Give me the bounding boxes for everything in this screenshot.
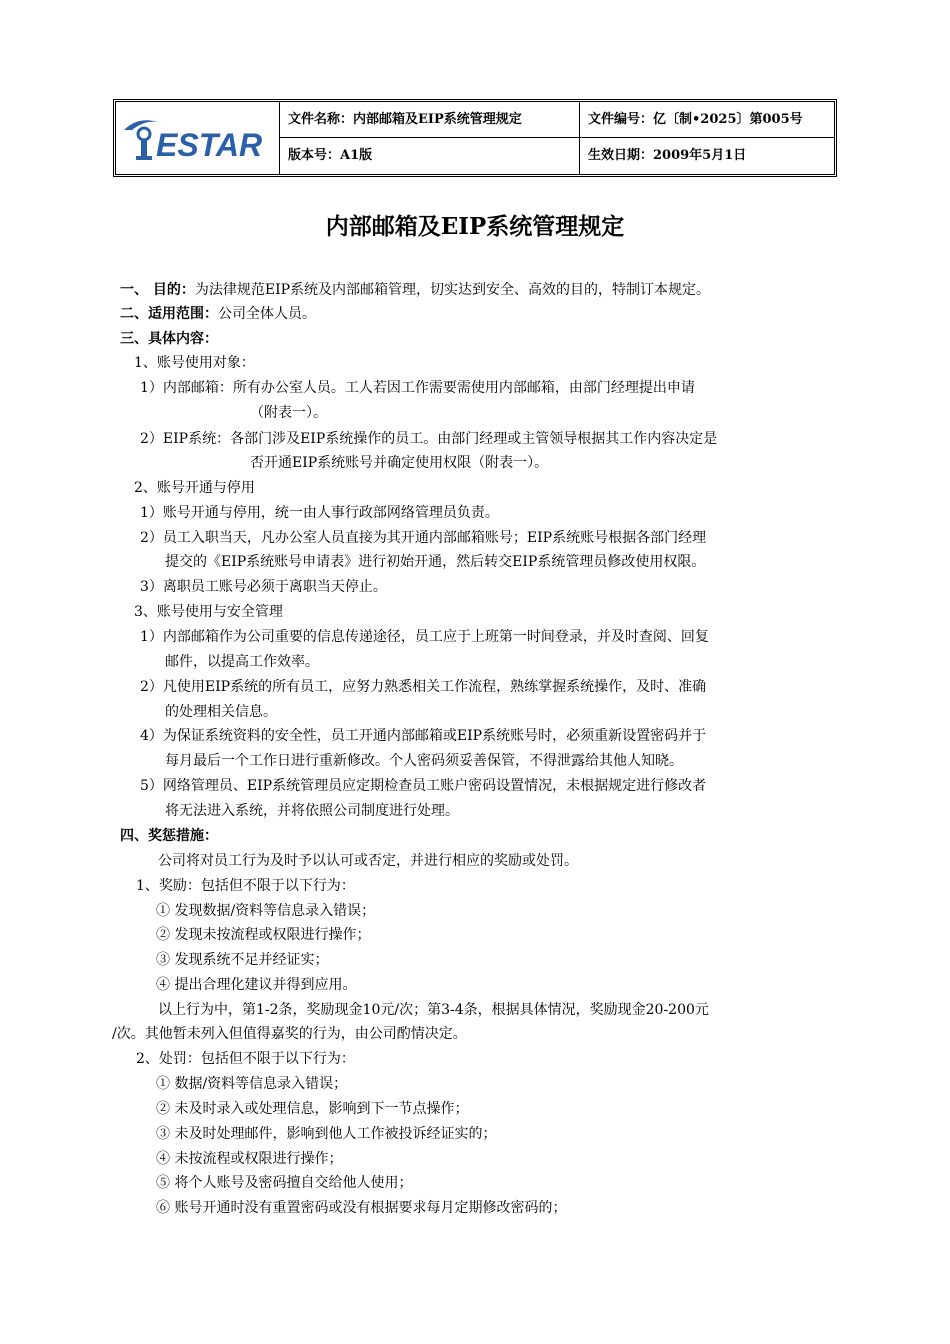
section-purpose (120, 280, 710, 300)
document-title: 内部邮箱及EIP系统管理规定 (325, 213, 625, 240)
paragraph-line: 将无法进入系统，并将依照公司制度进行处理。 (165, 803, 459, 819)
section-text: 公司全体人员。 (218, 306, 316, 322)
paragraph-line: 4）为保证系统资料的安全性，员工开通内部邮箱或EIP系统账号时，必须重新设置密码并于 (140, 728, 707, 744)
logo-text: ESTAR (156, 127, 263, 163)
paragraph-line: 1、奖励：包括但不限于以下行为： (136, 878, 355, 894)
list-item: ③ 未及时处理邮件，影响到他人工作被投诉经证实的； (156, 1126, 497, 1142)
version-cell: 版本号：A1版 (280, 138, 580, 174)
paragraph-line: 2、处罚：包括但不限于以下行为： (136, 1051, 355, 1067)
paragraph-line: 每月最后一个工作日进行重新修改。个人密码须妥善保管，不得泄露给其他人知晓。 (165, 753, 683, 769)
paragraph-line: 以上行为中，第1-2条，奖励现金10元/次；第3-4条，根据具体情况，奖励现金20-200元 (158, 1002, 709, 1018)
list-item: ④ 提出合理化建议并得到应用。 (156, 977, 357, 993)
paragraph-line: 的处理相关信息。 (165, 704, 277, 720)
paragraph-line: 1）内部邮箱作为公司重要的信息传递途径，员工应于上班第一时间登录，并及时查阅、回复 (140, 629, 709, 645)
list-item: ⑥ 账号开通时没有重置密码或没有根据要求每月定期修改密码的； (156, 1200, 567, 1216)
paragraph-line: 5）网络管理员、EIP系统管理员应定期检查员工账户密码设置情况，未根据规定进行修改者 (140, 778, 707, 794)
list-item: ⑤ 将个人账号及密码擅自交给他人使用； (156, 1175, 413, 1191)
effective-date-cell: 生效日期：2009年5月1日 (588, 148, 747, 163)
paragraph-line: 1、账号使用对象： (134, 355, 255, 371)
section-content-heading: 三、具体内容： (120, 331, 218, 347)
paragraph-line: （附表一）。 (250, 405, 327, 421)
paragraph-line: 1）内部邮箱：所有办公室人员。工人若因工作需要需使用内部邮箱，由部门经理提出申请 (140, 380, 695, 396)
paragraph-line: 2）员工入职当天，凡办公室人员直接为其开通内部邮箱账号；EIP系统账号根据各部门经理 (140, 530, 707, 546)
list-item: ④ 未按流程或权限进行操作； (156, 1151, 343, 1167)
file-name-cell: 文件名称：内部邮箱及EIP系统管理规定 (280, 102, 580, 138)
list-item: ① 发现数据/资料等信息录入错误； (156, 903, 376, 919)
document-header-table (113, 99, 837, 177)
estar-logo-icon (116, 102, 280, 174)
section-scope (120, 304, 316, 324)
list-item: ③ 发现系统不足并经证实； (156, 952, 329, 968)
paragraph-line: 邮件，以提高工作效率。 (165, 654, 319, 670)
paragraph-line: 2）凡使用EIP系统的所有员工，应努力熟悉相关工作流程，熟练掌握系统操作，及时、准确 (140, 679, 707, 695)
paragraph-line: 1）账号开通与停用，统一由人事行政部网络管理员负责。 (140, 505, 499, 521)
list-item: ② 发现未按流程或权限进行操作； (156, 927, 371, 943)
paragraph-line: 3）离职员工账号必须于离职当天停止。 (140, 579, 387, 595)
paragraph-line: 否开通EIP系统账号并确定使用权限（附表一）。 (250, 455, 549, 471)
paragraph-line: 3、账号使用与安全管理 (134, 604, 283, 620)
paragraph-line: 2、账号开通与停用 (134, 480, 255, 496)
list-item: ② 未及时录入或处理信息，影响到下一节点操作； (156, 1101, 469, 1117)
section-rewards-heading: 四、奖惩措施： (120, 828, 218, 844)
section-label: 二、适用范围： (120, 306, 218, 322)
company-logo (116, 102, 280, 174)
section-text: 为法律规范EIP系统及内部邮箱管理，切实达到安全、高效的目的，特制订本规定。 (194, 282, 711, 298)
paragraph-line: 2）EIP系统：各部门涉及EIP系统操作的员工。由部门经理或主管领导根据其工作内容决定是 (140, 431, 718, 447)
paragraph-line: 提交的《EIP系统账号申请表》进行初始开通，然后转交EIP系统管理员修改使用权限。 (165, 554, 706, 570)
paragraph-line: 公司将对员工行为及时予以认可或否定，并进行相应的奖励或处罚。 (158, 853, 578, 869)
paragraph-line: /次。其他暂未列入但值得嘉奖的行为，由公司酌情决定。 (112, 1026, 467, 1042)
list-item: ① 数据/资料等信息录入错误； (156, 1076, 348, 1092)
file-number-cell: 文件编号：亿〔制•2025〕第005号 (580, 102, 834, 138)
section-label: 一、 目的： (120, 282, 195, 298)
